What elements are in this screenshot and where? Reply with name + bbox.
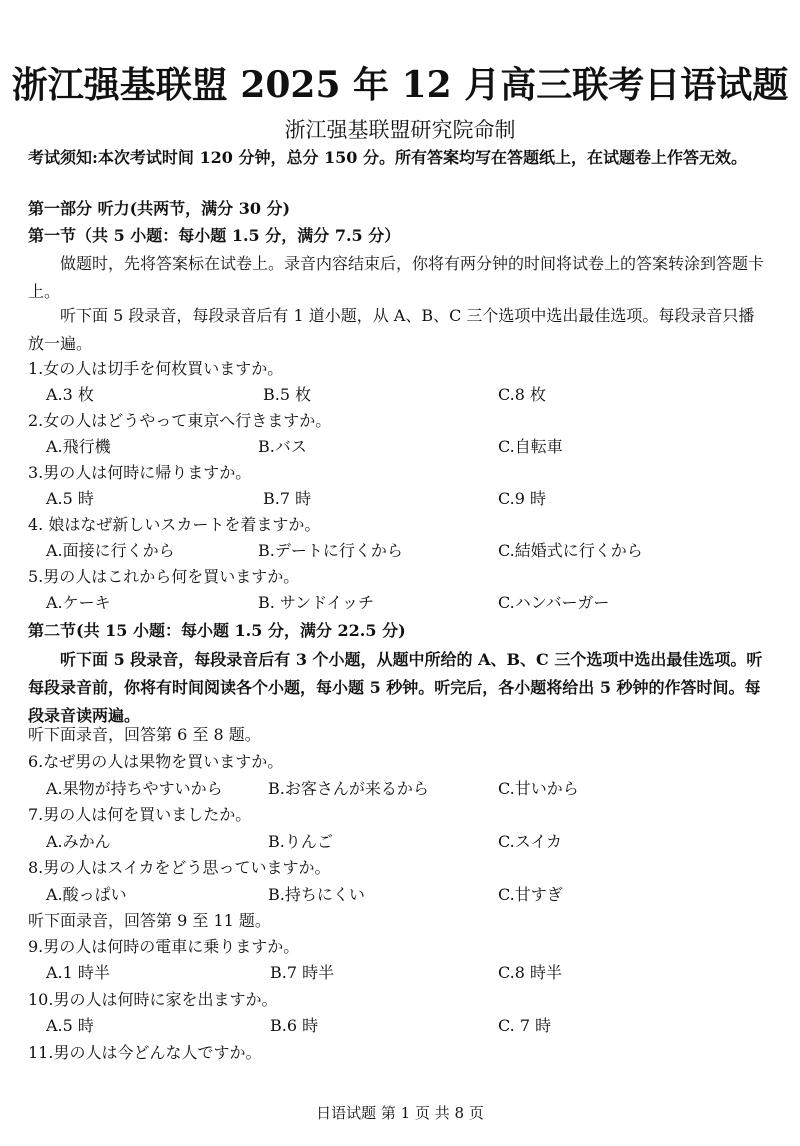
exam-notice: 考试须知:本次考试时间 120 分钟，总分 150 分。所有答案均写在答题纸上，在试题卷上作答无效。 — [28, 148, 747, 167]
option-c: C.自転車 — [498, 437, 563, 456]
option-c: C.ハンバーガー — [498, 593, 610, 612]
section2-instruction: 听下面 5 段录音，每段录音后有 3 个小题，从题中所给的 A、B、C 三个选项中选出最佳选项。听每段录音前，你将有时间阅读各个小题，每小题 5 秒钟。听完后，各小题将给出 5 秒钟的作答时间。每段录音读两遍。 — [28, 650, 763, 725]
part1-heading: 第一部分 听力(共两节，满分 30 分) — [28, 199, 291, 218]
option-c: C.8 時半 — [498, 963, 563, 982]
group-instruction: 听下面录音，回答第 6 至 8 题。 — [28, 725, 261, 744]
option-b: B.5 枚 — [263, 385, 312, 404]
option-b: B.お客さんが来るから — [268, 779, 429, 798]
option-b: B.りんご — [268, 832, 333, 851]
option-a: A.面接に行くから — [46, 541, 175, 560]
section1-heading: 第一节（共 5 小题：每小题 1.5 分，满分 7.5 分） — [28, 226, 401, 245]
question-stem: 11.男の人は今どんな人ですか。 — [28, 1043, 262, 1062]
question-stem: 10.男の人は何時に家を出ますか。 — [28, 990, 278, 1009]
section1-instruction-1: 做题时，先将答案标在试卷上。录音内容结束后，你将有两分钟的时间将试卷上的答案转涂到答题卡上。 — [28, 254, 765, 301]
option-c: C.8 枚 — [498, 385, 547, 404]
option-b: B.6 時 — [270, 1016, 319, 1035]
page-footer: 日语试题 第 1 页 共 8 页 — [316, 1104, 484, 1122]
question-stem: 5.男の人はこれから何を買いますか。 — [28, 567, 300, 586]
option-a: A.3 枚 — [46, 385, 94, 404]
question-stem: 6.なぜ男の人は果物を買いますか。 — [28, 752, 284, 771]
group-instruction: 听下面录音，回答第 9 至 11 题。 — [28, 911, 271, 930]
option-b: B.7 時 — [263, 489, 312, 508]
option-c: C.甘いから — [498, 779, 579, 798]
question-stem: 1.女の人は切手を何枚買いますか。 — [28, 359, 284, 378]
option-b: B.バス — [258, 437, 307, 456]
page-subtitle: 浙江强基联盟研究院命制 — [284, 118, 516, 142]
option-a: A.ケーキ — [46, 593, 111, 612]
option-c: C. 7 時 — [498, 1016, 552, 1035]
option-c: C.甘すぎ — [498, 885, 563, 904]
option-c: C.スイカ — [498, 832, 562, 851]
section1-instruction-2: 听下面 5 段录音，每段录音后有 1 道小题，从 A、B、C 三个选项中选出最佳选项。每段录音只播放一遍。 — [28, 306, 755, 353]
option-a: A.果物が持ちやすいから — [46, 779, 223, 798]
question-stem: 4. 娘はなぜ新しいスカートを着ますか。 — [28, 515, 321, 534]
option-b: B. サンドイッチ — [258, 593, 375, 612]
question-stem: 2.女の人はどうやって東京へ行きますか。 — [28, 411, 332, 430]
option-a: A.酸っぱい — [46, 885, 127, 904]
option-b: B.持ちにくい — [268, 885, 365, 904]
option-b: B.デートに行くから — [258, 541, 403, 560]
question-stem: 9.男の人は何時の電車に乗りますか。 — [28, 937, 300, 956]
option-a: A.みかん — [46, 832, 111, 851]
page-title: 浙江强基联盟 2025 年 12 月高三联考日语试题 — [11, 64, 789, 106]
question-stem: 7.男の人は何を買いましたか。 — [28, 805, 252, 824]
option-b: B.7 時半 — [270, 963, 335, 982]
option-a: A.5 時 — [46, 1016, 94, 1035]
option-a: A.1 時半 — [46, 963, 110, 982]
question-stem: 3.男の人は何時に帰りますか。 — [28, 463, 252, 482]
option-c: C.結婚式に行くから — [498, 541, 643, 560]
question-stem: 8.男の人はスイカをどう思っていますか。 — [28, 858, 331, 877]
option-a: A.飛行機 — [46, 437, 111, 456]
option-c: C.9 時 — [498, 489, 547, 508]
option-a: A.5 時 — [46, 489, 94, 508]
section2-heading: 第二节(共 15 小题：每小题 1.5 分，满分 22.5 分) — [28, 621, 406, 640]
